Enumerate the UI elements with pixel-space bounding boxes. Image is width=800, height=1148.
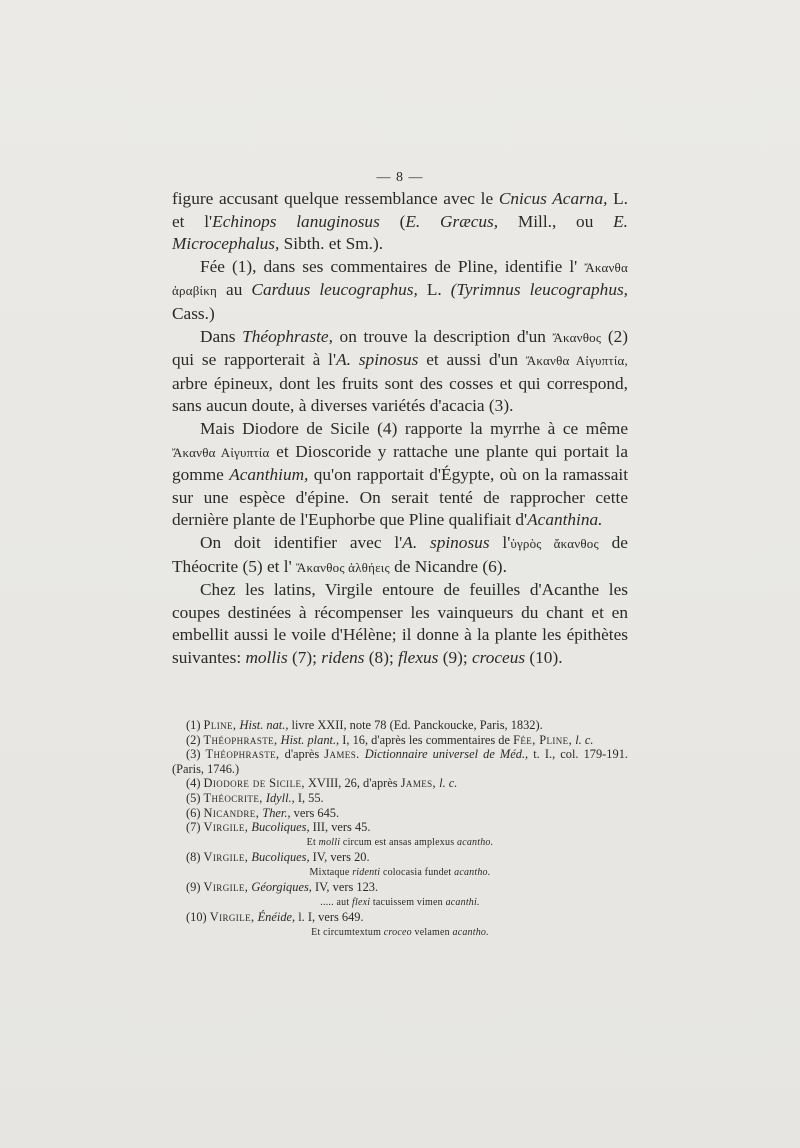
footnote-4 — [172, 776, 628, 791]
latin-term: croceo — [383, 927, 412, 939]
latin-term: ridens — [321, 647, 365, 667]
author-name: Virgile, — [209, 910, 255, 925]
text-run: et Dioscoride y rattache une plante qui portait la gomme — [172, 441, 628, 485]
work-title: Bucoliques, — [251, 850, 310, 865]
text-run: Et circumtextum — [311, 927, 384, 939]
work-title: Géorgiques, — [251, 880, 312, 895]
text-run: (2) qui se rapporterait à l' — [172, 326, 628, 370]
author-name: Nicandre, — [203, 805, 260, 820]
footnote-3 — [172, 747, 628, 776]
taxon-name: Acanthium, — [229, 465, 309, 485]
footnote-number: (9) — [186, 880, 204, 895]
footnote-number: (3) — [186, 747, 206, 762]
greek-term: Ἄκανθα Αἰγυπτία, — [525, 353, 629, 369]
taxon-name: E. Græcus, — [405, 211, 499, 231]
text-run: au — [216, 280, 252, 300]
latin-term: flexus — [398, 647, 439, 667]
taxon-name: E. Microcephalus, — [172, 211, 628, 254]
text-run: velamen — [411, 927, 453, 939]
taxon-name: A. spinosus — [336, 350, 419, 370]
author-name: Théophraste, — [203, 732, 278, 747]
work-title: Énéide, — [257, 910, 296, 925]
text-run: (8); — [364, 647, 399, 667]
author-name: Virgile, — [203, 880, 249, 895]
author-name: Virgile, — [203, 820, 249, 835]
text-run: figure accusant quelque ressemblance avec le — [172, 189, 499, 208]
citation-abbrev: l. c. — [439, 776, 458, 791]
work-title: Ther., — [262, 805, 291, 820]
text-run: de Théocrite (5) et l' — [172, 532, 628, 576]
text-run: (9); — [438, 647, 472, 667]
text-run: et aussi d'un — [418, 350, 526, 370]
greek-term: Ἄκανθα ἀραβίκη — [172, 259, 628, 299]
text-run: Cass.) — [172, 303, 215, 323]
taxon-name: (Tyrimnus leucographus, — [450, 280, 629, 300]
footnote-5 — [172, 791, 628, 806]
text-run: circum est ansas amplexus — [340, 836, 457, 848]
author-name: Fée, Pline, — [513, 732, 573, 747]
text-run: ..... aut — [320, 896, 353, 908]
footnotes — [172, 718, 628, 941]
text-run: (10). — [525, 647, 563, 667]
footnote-6 — [172, 806, 628, 821]
text-run: Sibth. et Sm.). — [279, 234, 384, 254]
paragraph-6 — [172, 579, 628, 669]
text-run: tacuissem vimen — [370, 896, 446, 908]
text-run: de Nicandre (6). — [389, 556, 507, 576]
main-text — [172, 188, 628, 669]
text-run: IV, vers 20. — [309, 850, 370, 865]
taxon-name: Carduus leucographus, — [251, 280, 418, 300]
latin-term: mollis — [245, 647, 288, 667]
text-run: colocasia fundet — [380, 866, 455, 878]
paragraph-2 — [172, 256, 628, 326]
page-number: — 8 — — [376, 170, 424, 185]
greek-term: Ἄκανθα Αἰγυπτία — [172, 444, 270, 460]
paragraph-1 — [172, 188, 628, 256]
text-run: d'après — [279, 747, 325, 762]
footnote-number: (8) — [186, 850, 204, 865]
taxon-name: Acanthina. — [527, 510, 603, 530]
latin-term: croceus — [471, 647, 526, 667]
author-name: Diodore de Sicile, — [203, 776, 305, 791]
latin-term: acantho. — [452, 927, 489, 939]
work-title: Bucoliques, — [251, 820, 310, 835]
footnote-1 — [172, 718, 628, 733]
latin-term: acanthi. — [445, 896, 480, 908]
footnote-9 — [172, 880, 628, 895]
text-run: arbre épineux, dont les fruits sont des cosses et qui correspond, sans aucun doute, à diverses variétés d'acacia (3). — [172, 373, 628, 416]
taxon-name: A. spinosus — [402, 532, 490, 552]
taxon-name: Cnicus Acarna, — [498, 189, 608, 208]
text-run: L. et l' — [172, 189, 628, 231]
latin-term: flexi — [352, 896, 371, 908]
text-run: Dans — [200, 326, 243, 346]
text-run: vers 645. — [290, 805, 340, 820]
text-run: Chez les latins, Virgile entoure de feuilles d'Acanthe les coupes destinées à récompenser les vainqueurs du chant et en embellit aussi le voile d'Hélène; il donne à la plante les épithètes suivantes: — [172, 580, 628, 667]
text-run: ( — [379, 211, 406, 231]
greek-term: Ἄκανθος — [552, 329, 602, 345]
text-run: Mill., ou — [498, 211, 614, 231]
text-run: Mixtaque — [309, 866, 353, 878]
latin-term: molli — [318, 836, 341, 848]
text-run: IV, vers 123. — [311, 880, 379, 895]
text-run: On doit identifier avec l' — [200, 532, 403, 552]
author-name: James. — [324, 747, 360, 762]
footnote-number: (4) — [186, 776, 204, 791]
paragraph-4 — [172, 418, 628, 532]
footnote-number: (2) — [186, 732, 204, 747]
text-run: on trouve la description d'un — [332, 326, 553, 346]
text-run: L. — [417, 280, 451, 300]
latin-quote-9 — [172, 895, 628, 911]
text-run: XVIII, 26, d'après — [304, 776, 401, 791]
author-name: Théocrite, — [203, 790, 263, 805]
latin-term: acantho. — [454, 866, 491, 878]
work-title: Dictionnaire universel de Méd., — [364, 747, 529, 762]
footnote-number: (6) — [186, 805, 204, 820]
text-run: I, 16, d'après les commentaires de — [339, 732, 514, 747]
paragraph-3 — [172, 326, 628, 418]
text-run: l. I, vers 649. — [295, 910, 364, 925]
footnote-number: (10) — [186, 910, 210, 925]
taxon-name: Echinops lanuginosus — [212, 211, 380, 231]
work-title: Idyll., — [265, 790, 295, 805]
text-run: Fée (1), dans ses commentaires de Pline, identifie l' — [200, 256, 585, 276]
text-run: I, 55. — [294, 790, 324, 805]
author-name: Théophraste, — [205, 747, 280, 762]
text-run: Mais Diodore de Sicile (4) rapporte la myrrhe à ce même — [200, 418, 628, 438]
work-title: Hist. plant., — [280, 732, 340, 747]
greek-term: Ἄκανθος ἀλθήεις — [296, 559, 390, 575]
text-run: qu'on rapportait d'Égypte, où on la ramassait sur une espèce d'épine. On serait tenté de rapprocher cette dernière plante de l'Euphorbe que Pline qualifiait d' — [172, 465, 628, 530]
footnote-10 — [172, 910, 628, 925]
author-name: James, — [400, 776, 437, 791]
text-run: Et — [306, 836, 319, 848]
footnote-8 — [172, 850, 628, 865]
latin-quote-7 — [172, 835, 628, 851]
footnote-number: (7) — [186, 820, 204, 835]
text-run: t. I., col. 179-191. (Paris, 1746.) — [172, 747, 628, 776]
footnote-number: (1) — [186, 718, 204, 732]
footnote-7 — [172, 820, 628, 835]
work-title: Hist. nat., — [239, 718, 289, 732]
text-run: livre XXII, note 78 (Ed. Panckoucke, Paris, 1832). — [288, 718, 543, 732]
latin-term: acantho. — [457, 836, 494, 848]
text-run: (7); — [287, 647, 322, 667]
latin-quote-8 — [172, 865, 628, 881]
latin-term: ridenti — [352, 866, 381, 878]
author-name: Théophraste, — [242, 326, 333, 346]
footnote-number: (5) — [186, 790, 204, 805]
footnote-2 — [172, 733, 628, 748]
latin-quote-10 — [172, 925, 628, 941]
author-name: Virgile, — [203, 850, 249, 865]
text-run: l' — [489, 532, 511, 552]
paragraph-5 — [172, 532, 628, 579]
citation-abbrev: l. c. — [575, 732, 594, 747]
greek-term: ὑγρὸς ἄκανθος — [510, 535, 599, 551]
author-name: Pline, — [203, 718, 237, 732]
text-run: III, vers 45. — [309, 820, 371, 835]
